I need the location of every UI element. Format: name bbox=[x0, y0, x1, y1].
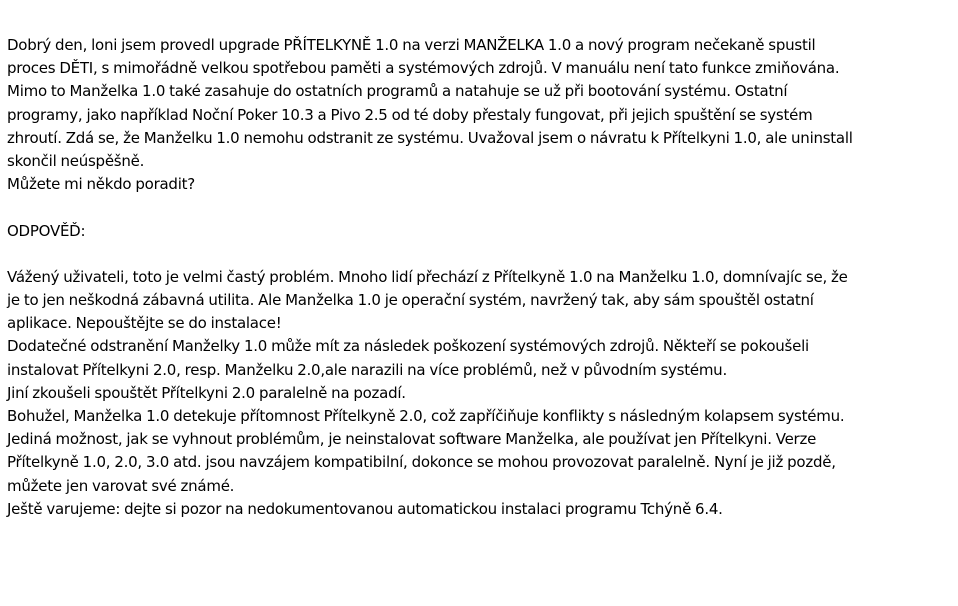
question-line: skončil neúspěšně. bbox=[7, 151, 145, 170]
answer-line: můžete jen varovat své známé. bbox=[7, 476, 235, 495]
question-line: programy, jako například Noční Poker 10.3 a Pivo 2.5 od té doby přestaly fungovat, při jejich spuštění se systém bbox=[7, 105, 813, 124]
question-line: Můžete mi někdo poradit? bbox=[7, 175, 195, 194]
spacer bbox=[7, 243, 952, 266]
question-line: proces DĚTI, s mimořádně velkou spotřebou paměti a systémových zdrojů. V manuálu není tato funkce zmiňována. bbox=[7, 59, 840, 78]
question-line: Mimo to Manželka 1.0 také zasahuje do ostatních programů a natahuje se už při bootování systému. Ostatní bbox=[7, 82, 788, 101]
question-line: zhroutí. Zdá se, že Manželku 1.0 nemohu odstranit ze systému. Uvažoval jsem o návratu k Přítelkyni 1.0, ale uninstall bbox=[7, 128, 853, 147]
question-line: Dobrý den, loni jsem provedl upgrade PŘÍTELKYNĚ 1.0 na verzi MANŽELKA 1.0 a nový program nečekaně spustil bbox=[7, 36, 816, 54]
answer-heading: ODPOVĚĎ: bbox=[7, 221, 86, 240]
answer-line: instalovat Přítelkyni 2.0, resp. Manželku 2.0,ale narazili na více problémů, než v původním systému. bbox=[7, 360, 727, 379]
answer-line: Bohužel, Manželka 1.0 detekuje přítomnost Přítelkyně 2.0, což zapříčiňuje konflikty s následným kolapsem systému. bbox=[7, 407, 845, 425]
answer-line: Vážený uživateli, toto je velmi častý problém. Mnoho lidí přechází z Přítelkyně 1.0 na Manželku 1.0, domnívajíc se, že bbox=[7, 267, 848, 286]
answer-paragraph bbox=[7, 266, 952, 521]
document-body bbox=[7, 34, 952, 521]
answer-line: Dodatečné odstranění Manželky 1.0 může mít za následek poškození systémových zdrojů. Někteří se pokoušeli bbox=[7, 337, 809, 356]
spacer bbox=[7, 196, 952, 219]
answer-line: Jiní zkoušeli spouštět Přítelkyni 2.0 paralelně na pozadí. bbox=[7, 383, 406, 402]
answer-line: je to jen neškodná zábavná utilita. Ale Manželka 1.0 je operační systém, navržený tak, aby sám spouštěl ostatní bbox=[7, 291, 814, 310]
question-paragraph bbox=[7, 34, 952, 196]
answer-line: Ještě varujeme: dejte si pozor na nedokumentovanou automatickou instalaci programu Tchýně 6.4. bbox=[7, 499, 723, 518]
answer-line: Přítelkyně 1.0, 2.0, 3.0 atd. jsou navzájem kompatibilní, dokonce se mohou provozovat paralelně. Nyní je již pozdě, bbox=[7, 453, 836, 472]
answer-line: Jediná možnost, jak se vyhnout problémům, je neinstalovat software Manželka, ale používat jen Přítelkyni. Verze bbox=[7, 430, 817, 449]
answer-line: aplikace. Nepouštějte se do instalace! bbox=[7, 314, 282, 333]
